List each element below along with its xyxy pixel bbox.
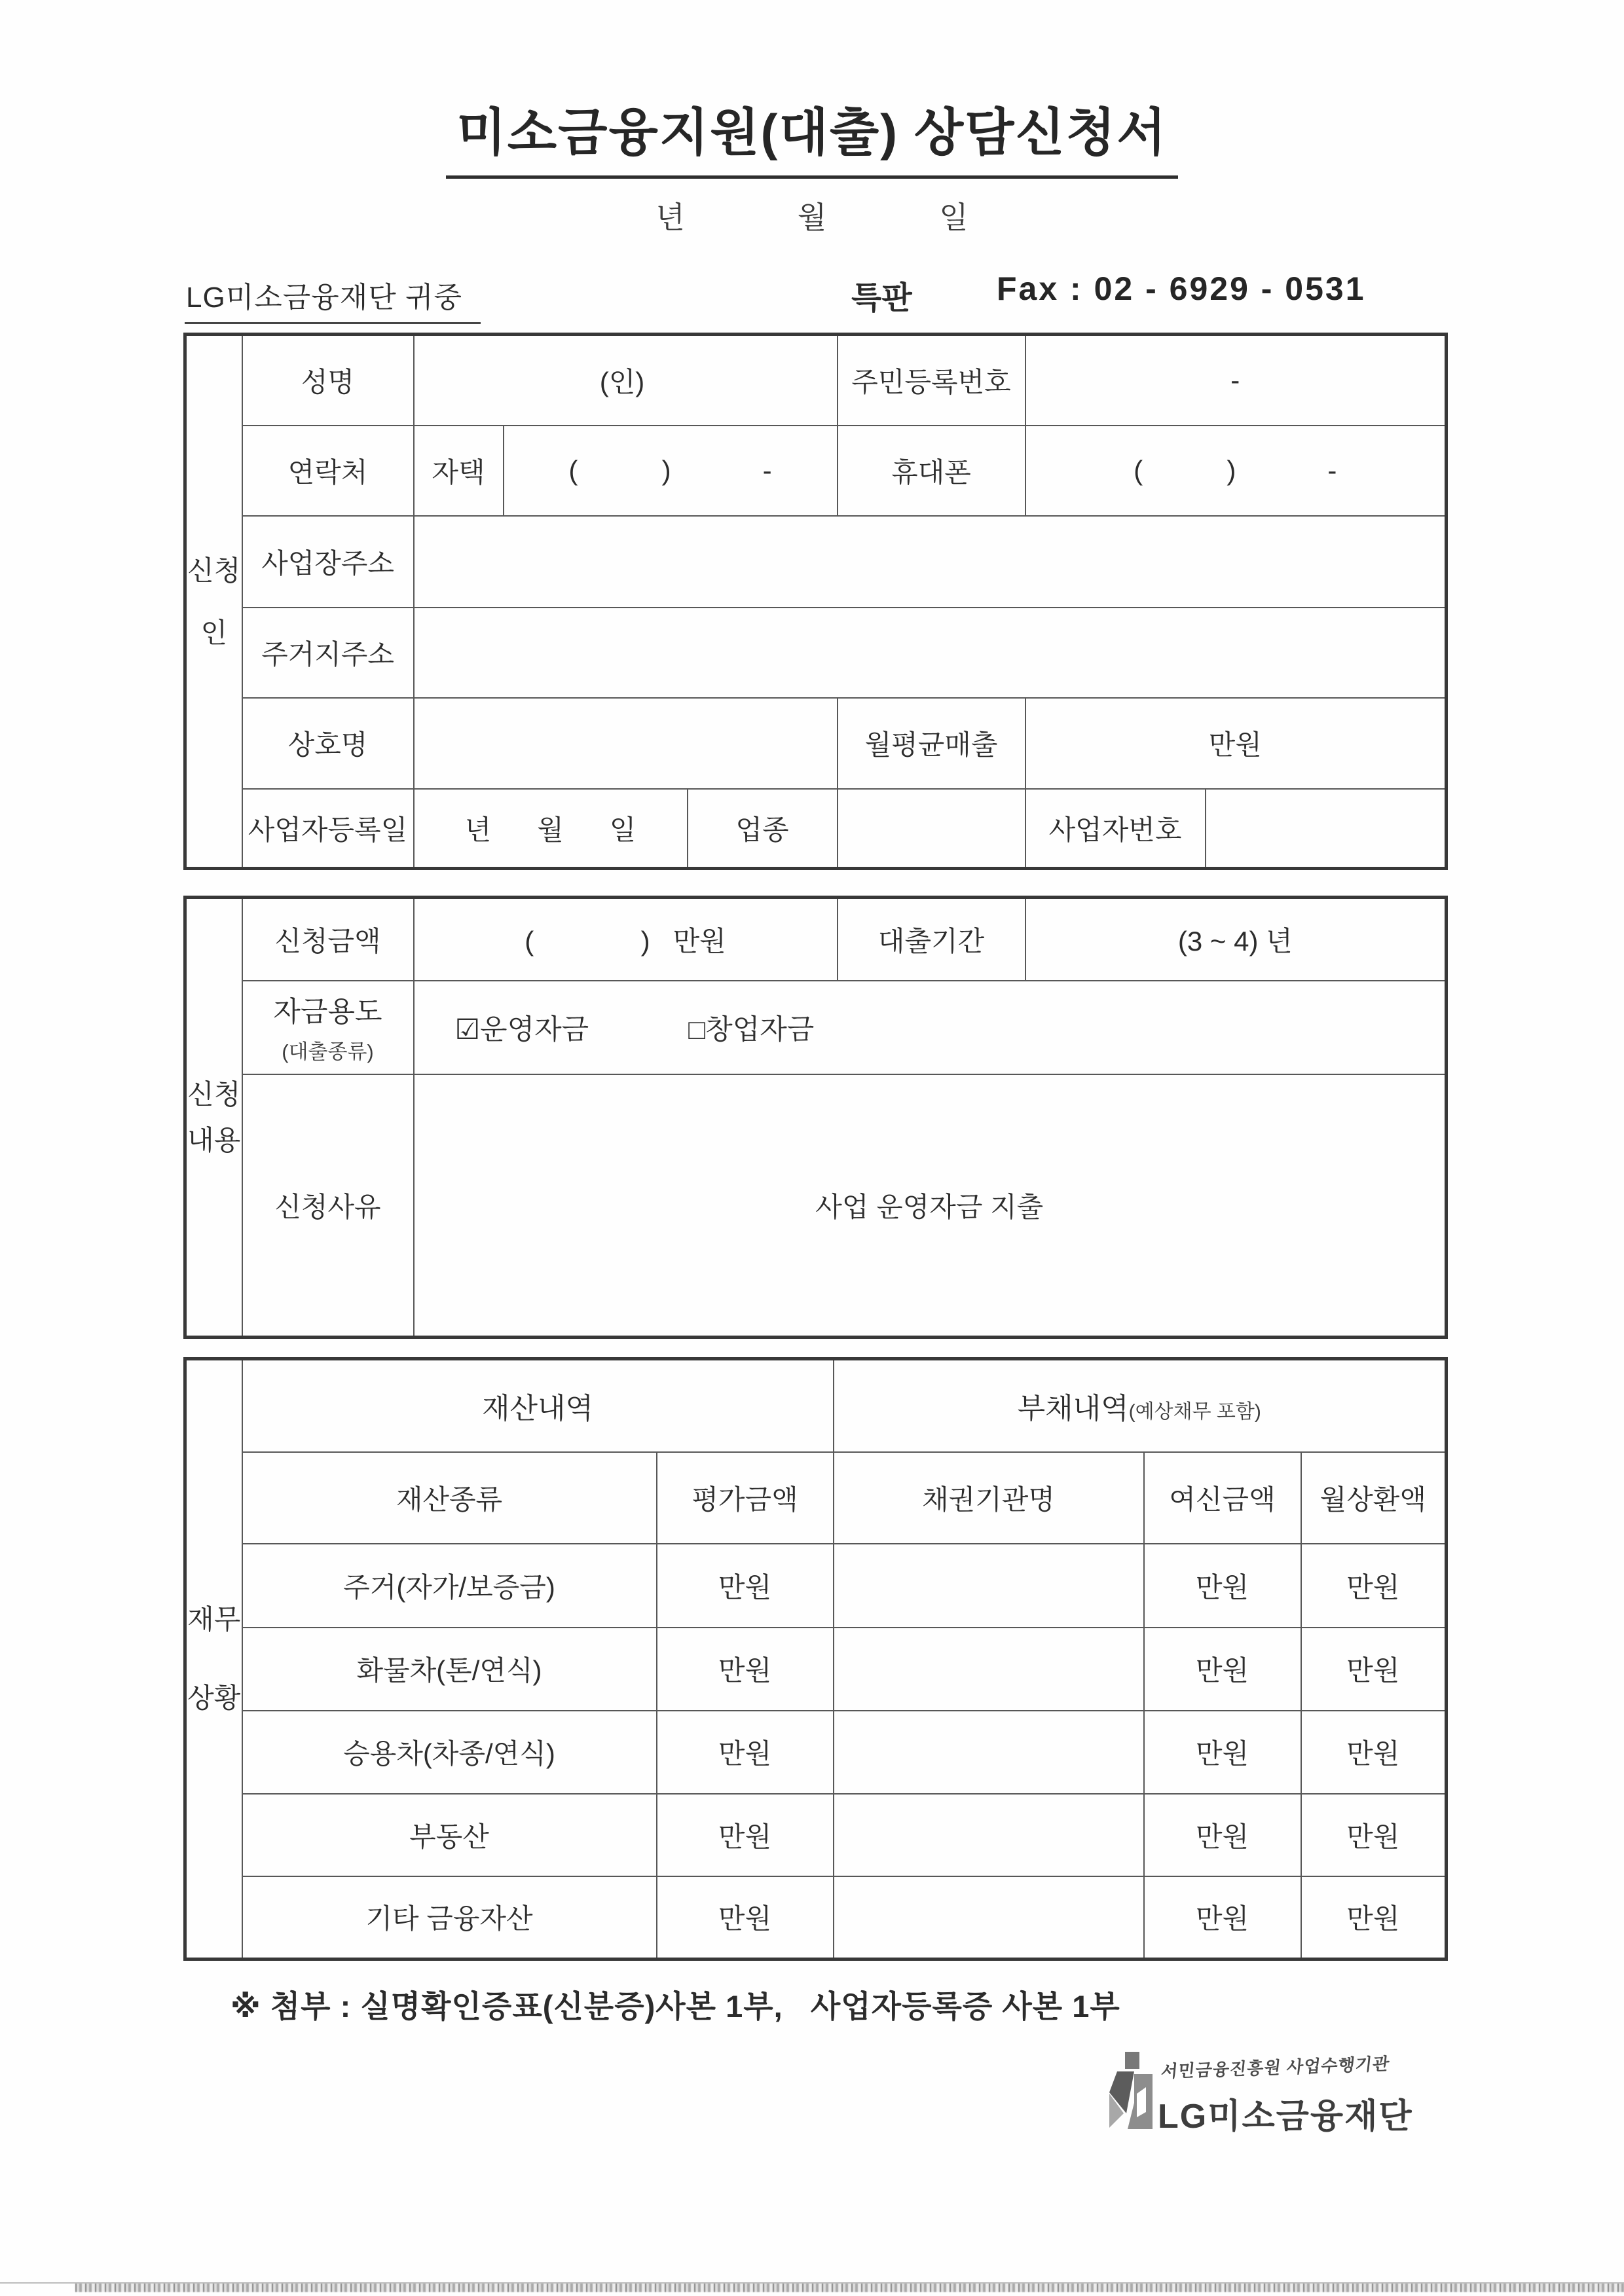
home-address-input-area [414, 608, 1447, 698]
business-reg-date-value: 년 월 일 [414, 789, 688, 869]
col-header-credit-amount: 여신금액 [1144, 1452, 1301, 1544]
rrn-value-area: - [1025, 335, 1447, 426]
name-label: 성명 [242, 335, 414, 426]
table-row [185, 1876, 1447, 1959]
credit-amount-unit: 만원 [1144, 1711, 1301, 1794]
mobile-phone-label: 휴대폰 [838, 426, 1025, 516]
applicant-section-table [183, 333, 1448, 870]
table-row [185, 1794, 1447, 1876]
table-row [185, 981, 1447, 1074]
monthly-payment-unit: 만원 [1301, 1794, 1447, 1876]
col-header-creditor: 채권기관명 [834, 1452, 1144, 1544]
fax-number: Fax : 02 - 6929 - 0531 [997, 270, 1366, 307]
col-header-monthly-payment: 월상환액 [1301, 1452, 1447, 1544]
credit-amount-unit: 만원 [1144, 1628, 1301, 1711]
debts-header-text: 부채내역 [1017, 1393, 1129, 1425]
table-row [185, 1628, 1447, 1711]
monthly-sales-label: 월평균매출 [838, 698, 1025, 789]
applicant-group-label: 신청인 [185, 335, 242, 869]
business-reg-date-label: 사업자등록일 [242, 789, 414, 869]
recipient-line: LG미소금융재단 귀중 [185, 274, 481, 324]
table-row [185, 608, 1447, 698]
date-year-label: 년 [655, 200, 685, 234]
loan-amount-value: ( ) 만원 [414, 898, 838, 981]
checkbox-operating-funds: ☑운영자금 [454, 1013, 589, 1046]
industry-input-area [838, 789, 1025, 869]
table-row [185, 898, 1447, 981]
fund-purpose-label [242, 981, 414, 1074]
creditor-input-area [834, 1544, 1144, 1628]
table-row [185, 516, 1447, 608]
table-row [185, 698, 1447, 789]
loan-term-label: 대출기간 [838, 898, 1025, 981]
foundation-logo [1067, 2047, 1421, 2164]
name-input-area: (인) [414, 335, 838, 426]
monthly-payment-unit: 만원 [1301, 1711, 1447, 1794]
scan-artifact-bar [75, 2284, 1624, 2292]
form-title [0, 92, 1624, 179]
date-line [0, 194, 1624, 237]
table-row [185, 1452, 1447, 1544]
table-row [185, 789, 1447, 869]
attachment-note: ※ 첨부 : 실명확인증표(신분증)사본 1부, 사업자등록증 사본 1부 [231, 1989, 1120, 2024]
asset-value-unit: 만원 [657, 1711, 834, 1794]
rrn-label: 주민등록번호 [838, 335, 1025, 426]
asset-value-unit: 만원 [657, 1876, 834, 1959]
monthly-payment-unit: 만원 [1301, 1544, 1447, 1628]
fund-purpose-label-text: 자금용도 [273, 996, 382, 1028]
home-phone-label: 자택 [414, 426, 504, 516]
asset-type-housing: 주거(자가/보증금) [242, 1544, 657, 1628]
col-header-asset-value: 평가금액 [657, 1452, 834, 1544]
store-name-label: 상호명 [242, 698, 414, 789]
asset-type-realestate: 부동산 [242, 1794, 657, 1876]
table-row [185, 1074, 1447, 1338]
industry-label: 업종 [688, 789, 838, 869]
request-reason-value: 사업 운영자금 지출 [414, 1074, 1447, 1338]
table-row [185, 1544, 1447, 1628]
store-name-input-area [414, 698, 838, 789]
request-section-table [183, 896, 1448, 1339]
table-row [185, 1359, 1447, 1452]
date-day-label: 일 [939, 200, 969, 234]
loan-amount-label: 신청금액 [242, 898, 414, 981]
table-row [185, 335, 1447, 426]
asset-type-truck: 화물차(톤/연식) [242, 1628, 657, 1711]
table-row [185, 426, 1447, 516]
credit-amount-unit: 만원 [1144, 1876, 1301, 1959]
financial-group-label: 재무상황 [185, 1359, 242, 1959]
monthly-payment-unit: 만원 [1301, 1876, 1447, 1959]
debts-header-note: (예상채무 포함) [1128, 1401, 1261, 1423]
checkbox-startup-funds: □창업자금 [688, 1013, 815, 1046]
logo-name-text: LG미소금융재단 [1158, 2098, 1413, 2136]
business-address-input-area [414, 516, 1447, 608]
credit-amount-unit: 만원 [1144, 1794, 1301, 1876]
creditor-input-area [834, 1711, 1144, 1794]
credit-amount-unit: 만원 [1144, 1544, 1301, 1628]
fund-purpose-sublabel: (대출종류) [282, 1040, 374, 1063]
col-header-asset-type: 재산종류 [242, 1452, 657, 1544]
table-row [185, 1711, 1447, 1794]
financial-section-table [183, 1357, 1448, 1961]
monthly-sales-unit: 만원 [1025, 698, 1447, 789]
creditor-input-area [834, 1876, 1144, 1959]
assets-header: 재산내역 [242, 1359, 834, 1452]
fund-purpose-options [414, 981, 1447, 1074]
monthly-payment-unit: 만원 [1301, 1628, 1447, 1711]
mobile-phone-value-area: ( ) - [1025, 426, 1447, 516]
business-number-input-area [1206, 789, 1447, 869]
home-phone-value-area: ( ) - [504, 426, 838, 516]
contact-label: 연락처 [242, 426, 414, 516]
loan-term-value: (3 ~ 4) 년 [1025, 898, 1447, 981]
asset-type-car: 승용차(차종/연식) [242, 1711, 657, 1794]
asset-type-other-financial: 기타 금융자산 [242, 1876, 657, 1959]
edition-label: 특판 [851, 281, 912, 316]
debts-header [834, 1359, 1447, 1452]
home-address-label: 주거지주소 [242, 608, 414, 698]
logo-mark [1108, 2050, 1154, 2149]
logo-org-line: 서민금융진흥원 사업수행기관 [1160, 2053, 1391, 2082]
request-reason-label: 신청사유 [242, 1074, 414, 1338]
asset-value-unit: 만원 [657, 1794, 834, 1876]
creditor-input-area [834, 1794, 1144, 1876]
creditor-input-area [834, 1628, 1144, 1711]
date-month-label: 월 [797, 200, 827, 234]
asset-value-unit: 만원 [657, 1544, 834, 1628]
business-number-label: 사업자번호 [1025, 789, 1206, 869]
form-title-text: 미소금융지원(대출) 상담신청서 [446, 92, 1177, 179]
business-address-label: 사업장주소 [242, 516, 414, 608]
request-group-label: 신청내용 [185, 898, 242, 1338]
asset-value-unit: 만원 [657, 1628, 834, 1711]
